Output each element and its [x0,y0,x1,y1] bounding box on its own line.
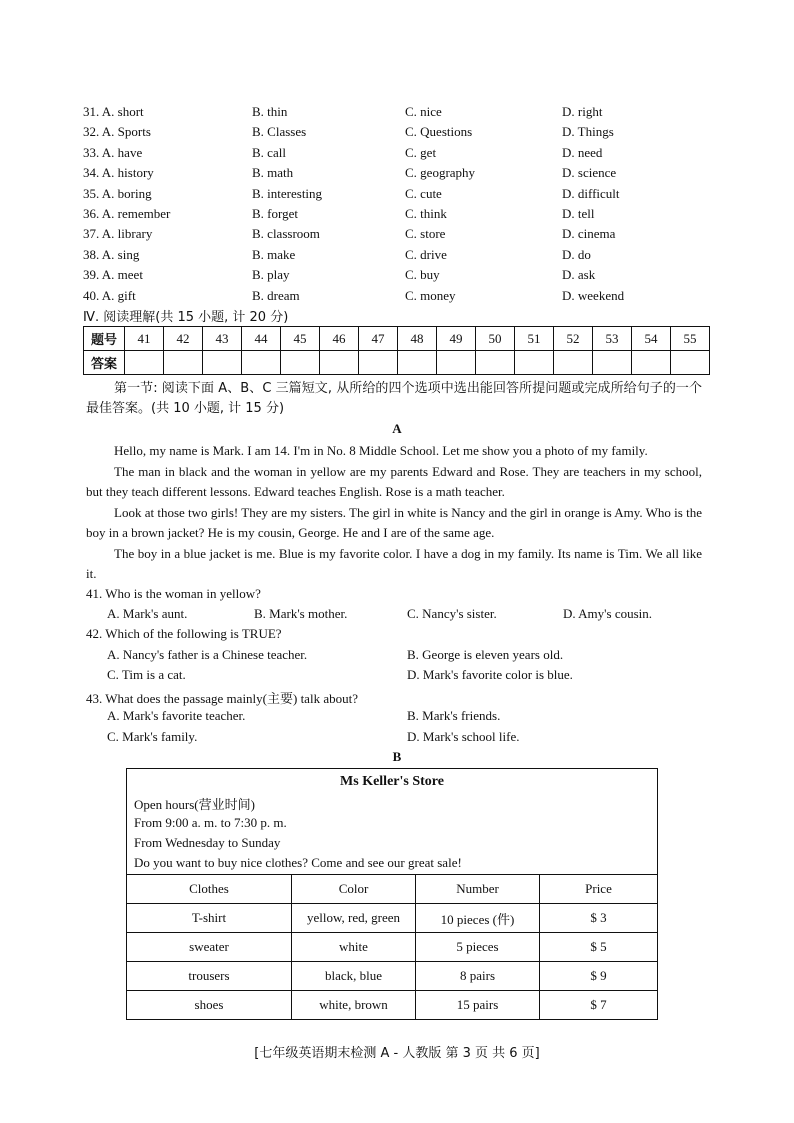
question-43-option-d: D. Mark's school life. [407,729,520,744]
option: D. weekend [562,287,625,303]
option: C. drive [405,246,447,262]
table-row [127,904,658,933]
cell-color: yellow, red, green [292,904,416,933]
option: C. Questions [405,124,473,140]
passage-a-paragraph: Look at those two girls! They are my sisters. The girl in white is Nancy and the girl in orange is Amy. Who is the boy in a brown jacket? He is my cousin, George. He and I are of the same age. [86,505,702,541]
option: 40. A. gift [83,287,136,303]
column-header: Price [540,875,658,904]
question-number: 46 [320,327,359,351]
answer-cell[interactable] [476,351,515,375]
table-row [127,933,658,962]
option: C. store [405,226,446,242]
cell-color: white [292,933,416,962]
answer-cell[interactable] [632,351,671,375]
option: 34. A. history [83,165,154,181]
option: D. cinema [562,226,616,242]
answer-cell[interactable] [593,351,632,375]
option: B. thin [252,104,288,119]
answer-cell[interactable] [554,351,593,375]
cell-color: black, blue [292,962,416,991]
answer-cell[interactable] [515,351,554,375]
answer-table-number-row [84,327,710,351]
question-43-option-b: B. Mark's friends. [407,708,501,723]
answer-cell[interactable] [671,351,710,375]
option: D. do [562,246,591,262]
column-header: Clothes [127,875,292,904]
answer-cell[interactable] [125,351,164,375]
answer-cell[interactable] [437,351,476,375]
option: 35. A. boring [83,185,152,201]
cell-price: $ 7 [540,991,658,1020]
question-43-stem: 43. What does the passage mainly(主要) talk about? [86,691,358,706]
column-header: Number [416,875,540,904]
option-row [83,245,723,265]
question-42-option-a: A. Nancy's father is a Chinese teacher. [107,647,308,662]
option: 33. A. have [83,144,143,160]
answer-cell[interactable] [359,351,398,375]
cell-clothes: trousers [127,962,292,991]
option-row [83,122,723,142]
store-title: Ms Keller's Store [340,774,444,789]
question-number: 43 [203,327,242,351]
passage-b-label: B [392,749,402,764]
column-header: Color [292,875,416,904]
answer-table-answer-row [84,351,710,375]
cell-price: $ 9 [540,962,658,991]
option: C. think [405,205,447,221]
goods-table [126,874,658,1020]
question-number: 42 [164,327,203,351]
cell-number: 8 pairs [416,962,540,991]
option: C. cute [405,185,442,201]
question-43-option-c: C. Mark's family. [107,729,198,744]
question-42-option-c: C. Tim is a cat. [107,667,186,682]
question-number: 44 [242,327,281,351]
question-number: 52 [554,327,593,351]
passage-a-paragraph: The boy in a blue jacket is me. Blue is my favorite color. I have a dog in my family. Its name is Tim. We all like it. [86,546,702,582]
cell-clothes: T-shirt [127,904,292,933]
option-row [83,224,723,244]
option: C. get [405,144,437,160]
cell-price: $ 5 [540,933,658,962]
answer-table-label: 题号 [84,327,125,351]
answer-cell[interactable] [164,351,203,375]
question-42-stem: 42. Which of the following is TRUE? [86,626,282,641]
option: B. math [252,165,294,181]
question-42-option-b: B. George is eleven years old. [407,647,564,662]
question-number: 55 [671,327,710,351]
option: 31. A. short [83,104,144,119]
option: D. right [562,104,603,119]
section-title: Ⅳ. 阅读理解(共 15 小题, 计 20 分) [83,310,289,325]
option: 32. A. Sports [83,124,151,140]
cell-number: 5 pieces [416,933,540,962]
option: B. interesting [252,185,323,201]
option: 38. A. sing [83,246,140,262]
option: 39. A. meet [83,267,143,283]
option: 36. A. remember [83,205,171,221]
option: C. money [405,287,456,303]
option: B. Classes [252,124,307,140]
table-row [127,962,658,991]
option-row [83,286,723,306]
question-41-stem: 41. Who is the woman in yellow? [86,586,261,601]
store-line: Do you want to buy nice clothes? Come and see our great sale! [134,855,462,870]
option: D. ask [562,267,596,283]
option: D. Things [562,124,614,140]
store-line: Open hours(营业时间) [134,797,255,812]
option-row [83,102,723,122]
option-row [83,163,723,183]
question-number: 45 [281,327,320,351]
question-43-option-a: A. Mark's favorite teacher. [107,708,246,723]
question-number: 51 [515,327,554,351]
cloze-options [83,102,723,306]
answer-cell[interactable] [398,351,437,375]
answer-cell[interactable] [242,351,281,375]
option: C. geography [405,165,476,181]
option: 37. A. library [83,226,153,242]
option: C. nice [405,104,442,119]
store-line: From 9:00 a. m. to 7:30 p. m. [134,815,287,830]
question-number: 47 [359,327,398,351]
part1-instruction: 第一节: 阅读下面 A、B、C 三篇短文, 从所给的四个选项中选出能回答所提问题或完成所给句子的一个最佳答案。(共 10 小题, 计 15 分) [86,381,702,417]
table-row [127,991,658,1020]
answer-table [83,326,710,375]
option: B. classroom [252,226,320,242]
answer-cell[interactable] [320,351,359,375]
question-number: 48 [398,327,437,351]
option-row [83,204,723,224]
question-41-option-b: B. Mark's mother. [254,606,348,621]
question-41-option-a: A. Mark's aunt. [107,606,188,621]
option: D. science [562,165,617,181]
question-number: 54 [632,327,671,351]
question-number: 53 [593,327,632,351]
option: D. tell [562,205,595,221]
passage-a-label: A [392,421,402,436]
option: B. call [252,144,286,160]
page-footer: [七年级英语期末检测 A - 人教版 第 3 页 共 6 页] [254,1046,540,1061]
goods-table-header [127,875,658,904]
cell-number: 10 pieces (件) [416,904,540,933]
question-42-option-d: D. Mark's favorite color is blue. [407,667,573,682]
option: D. difficult [562,185,620,201]
question-number: 49 [437,327,476,351]
option: B. make [252,246,296,262]
cell-clothes: sweater [127,933,292,962]
option: C. buy [405,267,440,283]
cell-number: 15 pairs [416,991,540,1020]
question-41-option-d: D. Amy's cousin. [563,606,653,621]
option-row [83,184,723,204]
option-row [83,143,723,163]
option: B. play [252,267,290,283]
option-row [83,265,723,285]
answer-cell[interactable] [281,351,320,375]
option: B. dream [252,287,300,303]
option: B. forget [252,205,298,221]
question-41-option-c: C. Nancy's sister. [407,606,497,621]
question-number: 50 [476,327,515,351]
answer-table-label: 答案 [84,351,125,375]
cell-color: white, brown [292,991,416,1020]
store-line: From Wednesday to Sunday [134,835,281,850]
question-number: 41 [125,327,164,351]
cell-price: $ 3 [540,904,658,933]
option: D. need [562,144,603,160]
passage-a-paragraph: The man in black and the woman in yellow are my parents Edward and Rose. They are teachers in my school, but they teach different lessons. Edward teaches English. Rose is a math teacher. [86,464,702,500]
store-notice [126,768,658,1020]
cell-clothes: shoes [127,991,292,1020]
passage-a-paragraph: Hello, my name is Mark. I am 14. I'm in No. 8 Middle School. Let me show you a photo of my family. [114,443,648,458]
answer-cell[interactable] [203,351,242,375]
